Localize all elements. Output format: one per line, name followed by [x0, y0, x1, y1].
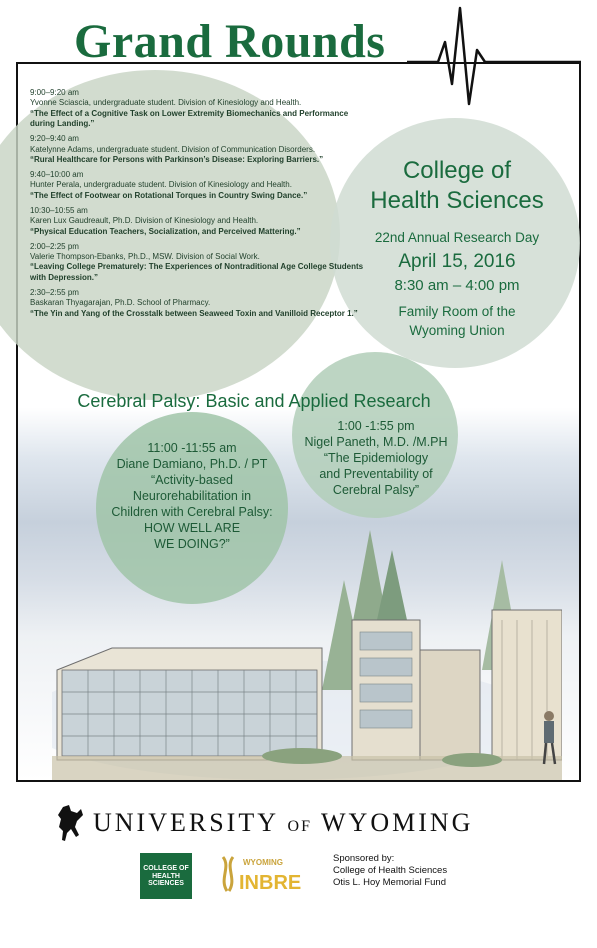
cerebral-palsy-heading: Cerebral Palsy: Basic and Applied Research [77, 391, 431, 411]
talk-left [100, 440, 284, 552]
research-day: 22nd Annual Research Day [374, 230, 540, 245]
talk-title-line: “The Epidemiology [323, 451, 429, 465]
talk-title-line: WE DOING?” [154, 537, 230, 551]
talk-title-line: HOW WELL ARE [143, 521, 241, 535]
schedule-slot [30, 134, 375, 165]
college-line-2: Health Sciences [370, 187, 544, 214]
university-word-of: OF [287, 818, 312, 835]
talk-title-line: “Activity-based [151, 473, 233, 487]
slot-presenter: Katelynne Adams, undergraduate student. Division of Communication Disorders. [30, 144, 316, 154]
sponsor-line-1: College of Health Sciences [333, 865, 448, 876]
talk-title-line: Neurorehabilitation in [132, 489, 252, 503]
presentation-schedule [30, 88, 375, 324]
slot-talk: “The Effect of Footwear on Rotational Torques in Country Swing Dance.” [30, 190, 308, 200]
schedule-slot [30, 88, 375, 130]
talk-time: 11:00 -11:55 am [147, 441, 237, 455]
schedule-slot [30, 170, 375, 201]
location-line-2: Wyoming Union [409, 323, 505, 338]
slot-talk: “Physical Education Teachers, Socialization, and Perceived Mattering.” [30, 226, 301, 236]
event-date: April 15, 2016 [398, 251, 516, 272]
chs-logo-line: SCIENCES [148, 880, 184, 887]
slot-talk: “The Yin and Yang of the Crosstalk between Seaweed Toxin and Vanilloid Receptor 1.” [30, 308, 358, 318]
inbre-top-text: WYOMING [243, 858, 283, 867]
slot-time: 10:30–10:55 am [30, 205, 88, 215]
inbre-main-text: INBRE [239, 872, 302, 894]
slot-talk: “Rural Healthcare for Persons with Parkinson’s Disease: Exploring Barriers.” [30, 155, 324, 165]
slot-time: 2:30–2:55 pm [30, 287, 79, 297]
schedule-slot [30, 242, 375, 284]
event-info [352, 156, 562, 340]
talk-title-line: and Preventability of [319, 467, 433, 481]
talk-title-line: Cerebral Palsy” [332, 483, 420, 497]
university-word-a: UNIVERSITY [93, 808, 279, 837]
college-name [352, 156, 562, 216]
sponsor-block [333, 853, 447, 889]
event-location [352, 302, 562, 340]
college-health-sciences-logo [140, 853, 192, 899]
schedule-slot [30, 206, 375, 237]
wyoming-inbre-logo [217, 853, 303, 903]
slot-presenter: Karen Lux Gaudreault, Ph.D. Division of Kinesiology and Health. [30, 216, 259, 226]
university-wordmark [55, 803, 473, 843]
university-name [93, 808, 473, 838]
sponsor-line-2: Otis L. Hoy Memorial Fund [333, 877, 446, 888]
talk-speaker: Nigel Paneth, M.D. /M.PH [304, 435, 448, 449]
bucking-horse-logo-icon [55, 803, 85, 843]
slot-time: 9:20–9:40 am [30, 134, 79, 144]
university-word-b: WYOMING [321, 808, 474, 837]
slot-time: 9:00–9:20 am [30, 88, 79, 97]
talk-title-line: Children with Cerebral Palsy: [111, 505, 273, 519]
college-line-1: College of [402, 157, 512, 184]
talk-speaker: Diane Damiano, Ph.D. / PT [116, 457, 268, 471]
slot-talk: “The Effect of a Cognitive Task on Lower Extremity Biomechanics and Performance during Landing.” [30, 108, 349, 129]
slot-presenter: Yvonne Sciascia, undergraduate student. Division of Kinesiology and Health. [30, 98, 302, 108]
slot-time: 9:40–10:00 am [30, 170, 84, 180]
event-time: 8:30 am – 4:00 pm [394, 277, 520, 294]
slot-time: 2:00–2:25 pm [30, 241, 79, 251]
schedule-slot [30, 288, 375, 319]
talk-right [284, 418, 468, 498]
poster-title: Grand Rounds [74, 15, 386, 68]
slot-presenter: Hunter Perala, undergraduate student. Division of Kinesiology and Health. [30, 180, 292, 190]
slot-presenter: Valerie Thompson-Ebanks, Ph.D., MSW. Division of Social Work. [30, 252, 260, 262]
chs-logo-line: HEALTH [152, 872, 180, 880]
slot-presenter: Baskaran Thyagarajan, Ph.D. School of Pharmacy. [30, 298, 211, 308]
sponsor-heading: Sponsored by: [333, 853, 395, 864]
slot-talk: “Leaving College Prematurely: The Experiences of Nontraditional Age College Students with Depression.” [30, 262, 364, 282]
talk-time: 1:00 -1:55 pm [337, 419, 415, 433]
chs-logo-line: COLLEGE OF [143, 865, 189, 872]
location-line-1: Family Room of the [398, 304, 516, 319]
